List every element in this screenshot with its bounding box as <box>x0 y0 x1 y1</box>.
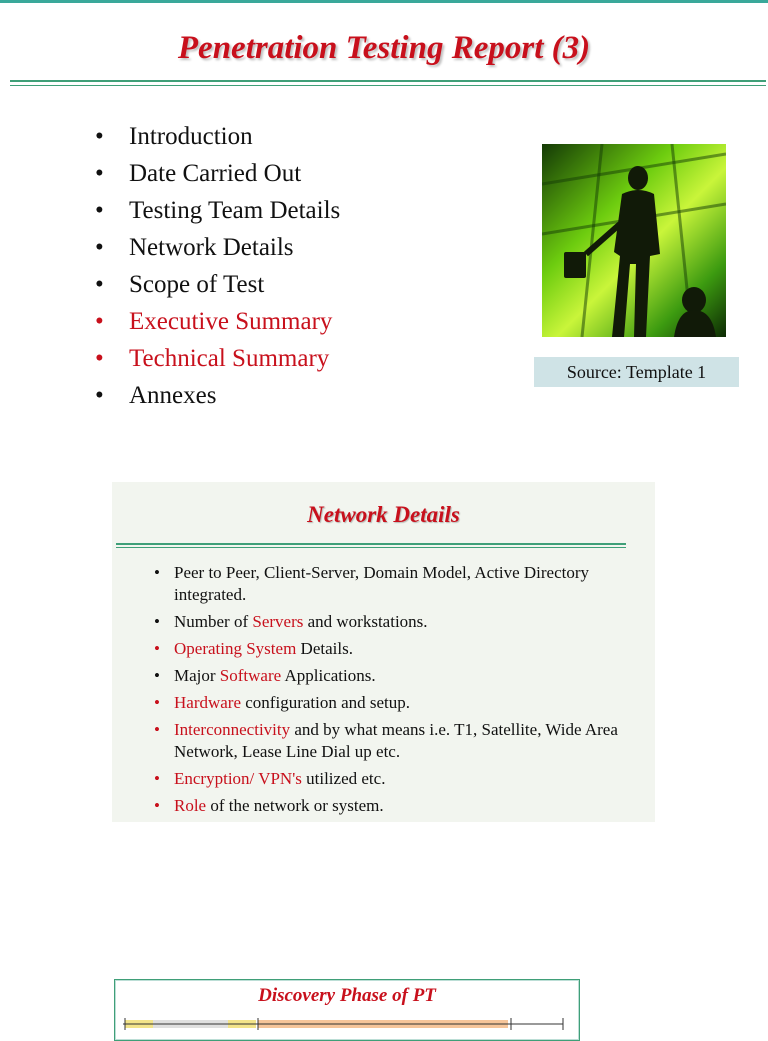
network-details-list <box>152 562 642 822</box>
list-item: • Hardware configuration and setup. <box>152 692 642 714</box>
slide-discovery-phase <box>114 979 580 1041</box>
businessman-silhouette-image <box>542 144 726 337</box>
list-item: • Annexes <box>95 377 340 414</box>
list-item: • Major Software Applications. <box>152 665 642 687</box>
list-item: • Encryption/ VPN's utilized etc. <box>152 768 642 790</box>
list-item-highlighted: • Executive Summary <box>95 303 340 340</box>
title-divider-thin <box>116 547 626 548</box>
slide-penetration-testing-report <box>0 0 768 430</box>
list-item-highlighted: • Technical Summary <box>95 340 340 377</box>
list-item: • Number of Servers and workstations. <box>152 611 642 633</box>
slide-title: Penetration Testing Report (3) <box>177 30 591 66</box>
list-item: • Peer to Peer, Client-Server, Domain Model, Active Directory integrated. <box>152 562 642 606</box>
list-item: • Network Details <box>95 229 340 266</box>
slide-network-details <box>112 482 655 822</box>
list-item: • Introduction <box>95 118 340 155</box>
list-item: • Date Carried Out <box>95 155 340 192</box>
report-sections-list <box>95 118 340 414</box>
list-item: • Operating System Details. <box>152 638 642 660</box>
list-item: • Testing Team Details <box>95 192 340 229</box>
slide-title: Network Details <box>307 502 460 527</box>
title-divider <box>10 80 766 82</box>
top-divider <box>0 0 768 3</box>
list-item: • Scope of Test <box>95 266 340 303</box>
title-divider-thin <box>10 85 766 86</box>
list-item: • Interconnectivity and by what means i.e. T1, Satellite, Wide Area Network, Lease Line Dial up etc. <box>152 719 642 763</box>
phase-timeline-graphic <box>123 1018 571 1030</box>
slide-title: Discovery Phase of PT <box>258 985 436 1006</box>
list-item: • Role of the network or system. <box>152 795 642 817</box>
title-divider <box>116 543 626 545</box>
source-caption: Source: Template 1 <box>534 357 739 387</box>
silhouette-graphic <box>542 144 726 337</box>
